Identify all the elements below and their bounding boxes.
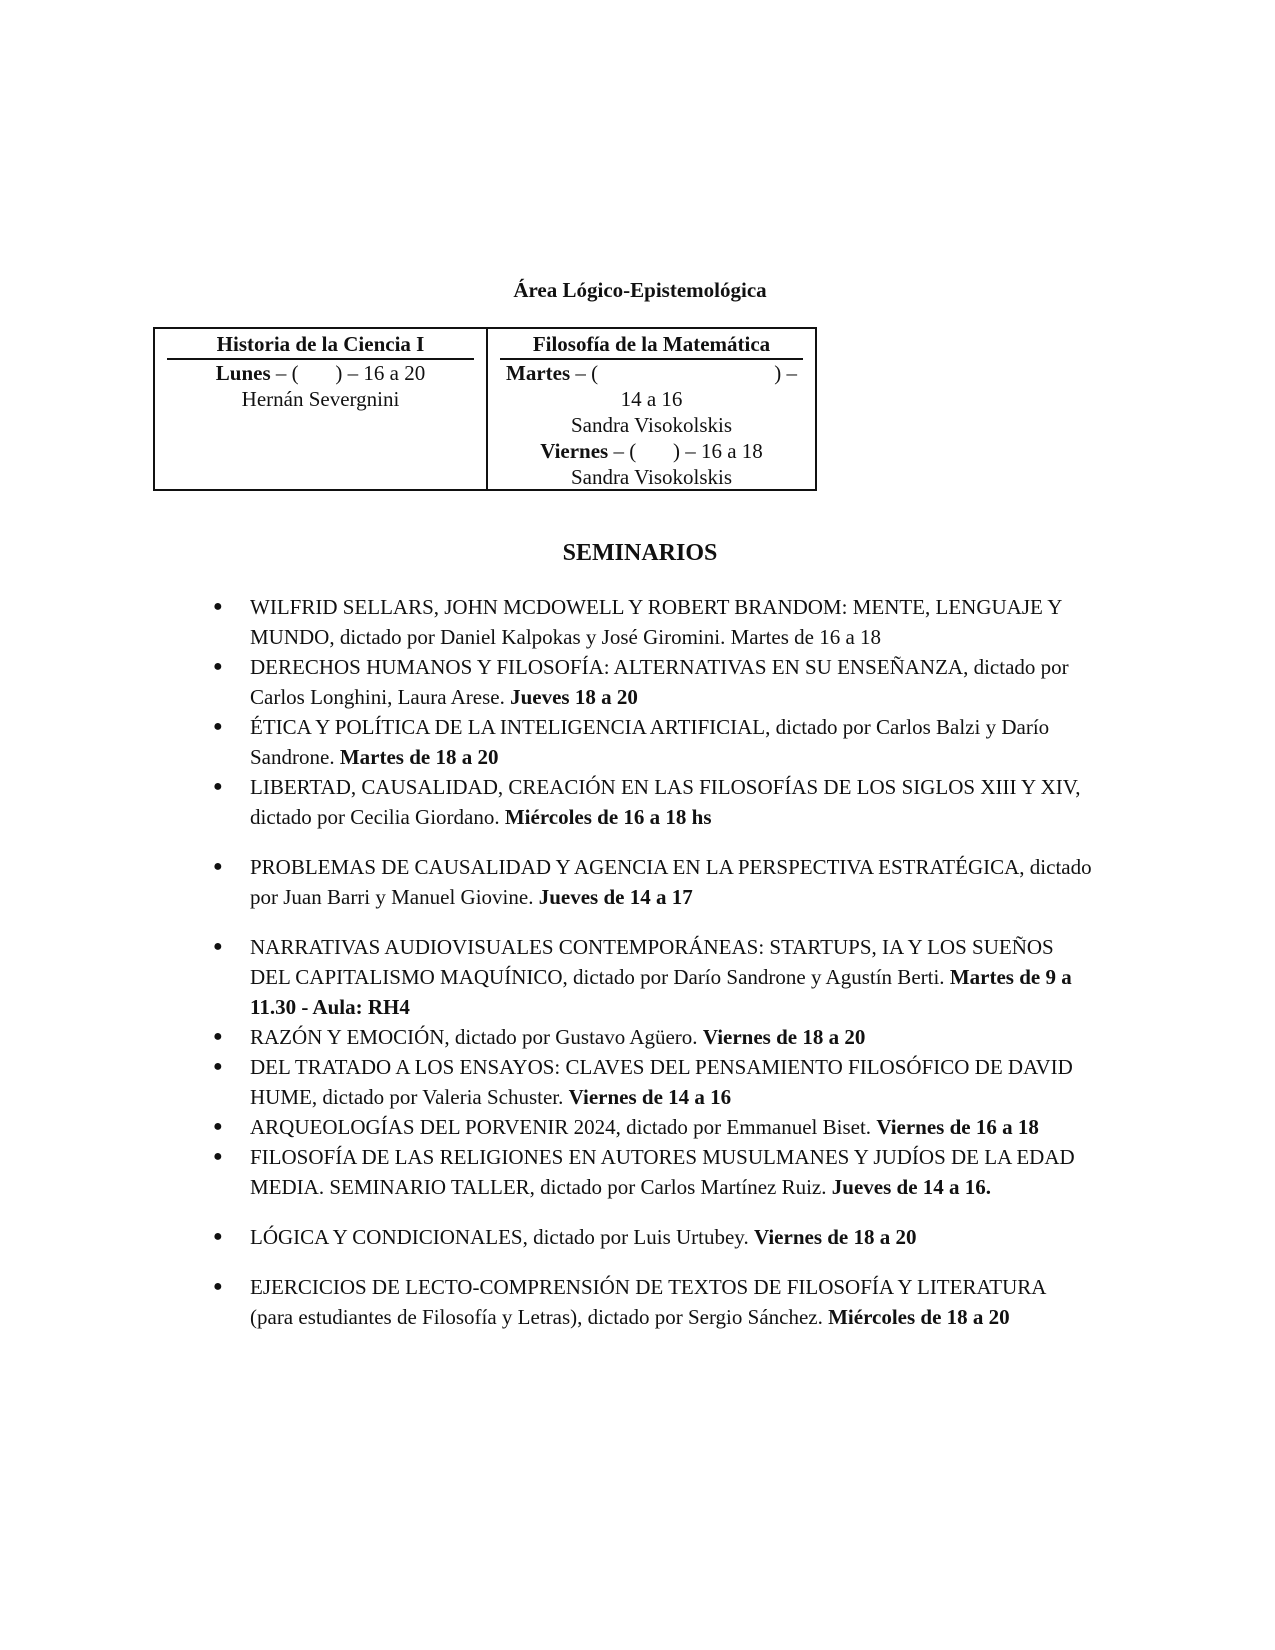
schedule-line [155, 360, 486, 386]
seminar-schedule: Viernes de 18 a 20 [702, 1025, 866, 1049]
schedule-day: Martes [506, 361, 571, 385]
seminar-item [213, 772, 1093, 832]
seminar-item [213, 1222, 1093, 1252]
schedule-time: – ( ) – 16 a 20 [270, 361, 426, 385]
course-header-matematica: Filosofía de la Matemática [500, 331, 803, 360]
bullet-icon: ● [213, 1148, 223, 1165]
seminar-text: EJERCICIOS DE LECTO-COMPRENSIÓN DE TEXTOS DE FILOSOFÍA Y LITERATURA (para estudiantes de Filosofía y Letras), dictado por Sergio Sánchez. [250, 1275, 1046, 1329]
bullet-icon: ● [213, 1278, 223, 1295]
schedule-line [488, 438, 815, 464]
seminar-schedule: Jueves 18 a 20 [510, 685, 638, 709]
bullet-icon: ● [213, 858, 223, 875]
seminar-list [213, 592, 1093, 1332]
seminar-schedule: Viernes de 16 a 18 [876, 1115, 1039, 1139]
teacher-name: Hernán Severgnini [241, 387, 400, 411]
seminar-item [213, 652, 1093, 712]
seminar-item [213, 852, 1093, 912]
schedule-day: Lunes [215, 361, 271, 385]
seminar-schedule: Miércoles de 16 a 18 hs [504, 805, 712, 829]
seminarios-title: SEMINARIOS [562, 540, 718, 566]
seminar-item [213, 1272, 1093, 1332]
course-column-matematica [488, 329, 815, 489]
bullet-icon: ● [213, 1028, 223, 1045]
seminar-text: LÓGICA Y CONDICIONALES, dictado por Luis Urtubey. [250, 1225, 754, 1249]
seminar-schedule: Jueves de 14 a 16. [831, 1175, 992, 1199]
schedule-line [488, 360, 815, 386]
seminar-schedule: Martes de 18 a 20 [339, 745, 499, 769]
course-header-historia: Historia de la Ciencia I [167, 331, 474, 360]
seminar-text: NARRATIVAS AUDIOVISUALES CONTEMPORÁNEAS: STARTUPS, IA Y LOS SUEÑOS DEL CAPITALISMO MAQUÍNICO, dictado por Darío Sandrone y Agustín Berti. [250, 935, 1054, 989]
schedule-open: – ( [570, 361, 599, 385]
seminar-text: LIBERTAD, CAUSALIDAD, CREACIÓN EN LAS FILOSOFÍAS DE LOS SIGLOS XIII Y XIV, dictado por Cecilia Giordano. [250, 775, 1081, 829]
seminar-item [213, 1142, 1093, 1202]
schedule-close: ) – [774, 361, 797, 385]
teacher-name: Sandra Visokolskis [570, 413, 733, 437]
schedule-time: 14 a 16 [620, 387, 683, 411]
seminar-text: DERECHOS HUMANOS Y FILOSOFÍA: ALTERNATIVAS EN SU ENSEÑANZA, dictado por Carlos Longhini, Laura Arese. [250, 655, 1069, 709]
area-title: Área Lógico-Epistemológica [513, 278, 767, 302]
seminar-item [213, 712, 1093, 772]
seminar-schedule: Viernes de 14 a 16 [568, 1085, 732, 1109]
seminar-item [213, 592, 1093, 652]
bullet-icon: ● [213, 1058, 223, 1075]
seminar-text: WILFRID SELLARS, JOHN MCDOWELL Y ROBERT BRANDOM: MENTE, LENGUAJE Y MUNDO, dictado por Daniel Kalpokas y José Giromini. Martes de 16 a 18 [250, 595, 1062, 649]
seminar-schedule: Martes de 9 a 11.30 - Aula: RH4 [250, 965, 1072, 1019]
seminar-text: ARQUEOLOGÍAS DEL PORVENIR 2024, dictado por Emmanuel Biset. [250, 1115, 877, 1139]
bullet-icon: ● [213, 938, 223, 955]
schedule-day: Viernes [540, 439, 609, 463]
bullet-icon: ● [213, 658, 223, 675]
seminar-schedule: Viernes de 18 a 20 [753, 1225, 917, 1249]
seminar-text: PROBLEMAS DE CAUSALIDAD Y AGENCIA EN LA PERSPECTIVA ESTRATÉGICA, dictado por Juan Barri y Manuel Giovine. [250, 855, 1092, 909]
teacher-name: Sandra Visokolskis [570, 465, 733, 489]
seminar-schedule: Jueves de 14 a 17 [538, 885, 693, 909]
bullet-icon: ● [213, 778, 223, 795]
seminar-text: DEL TRATADO A LOS ENSAYOS: CLAVES DEL PENSAMIENTO FILOSÓFICO DE DAVID HUME, dictado por Valeria Schuster. [250, 1055, 1073, 1109]
seminar-text: FILOSOFÍA DE LAS RELIGIONES EN AUTORES MUSULMANES Y JUDÍOS DE LA EDAD MEDIA. SEMINARIO TALLER, dictado por Carlos Martínez Ruiz. [250, 1145, 1075, 1199]
seminar-item [213, 1112, 1093, 1142]
seminar-text: ÉTICA Y POLÍTICA DE LA INTELIGENCIA ARTIFICIAL, dictado por Carlos Balzi y Darío Sandrone. [250, 715, 1050, 769]
schedule-time: – ( ) – 16 a 18 [608, 439, 763, 463]
bullet-icon: ● [213, 598, 223, 615]
bullet-icon: ● [213, 1228, 223, 1245]
bullet-icon: ● [213, 718, 223, 735]
seminar-item [213, 1052, 1093, 1112]
seminar-text: RAZÓN Y EMOCIÓN, dictado por Gustavo Agüero. [250, 1025, 703, 1049]
seminar-item [213, 932, 1093, 1022]
bullet-icon: ● [213, 1118, 223, 1135]
seminar-schedule: Miércoles de 18 a 20 [828, 1305, 1010, 1329]
course-table [153, 327, 817, 491]
seminar-item [213, 1022, 1093, 1052]
course-column-historia [155, 329, 488, 489]
